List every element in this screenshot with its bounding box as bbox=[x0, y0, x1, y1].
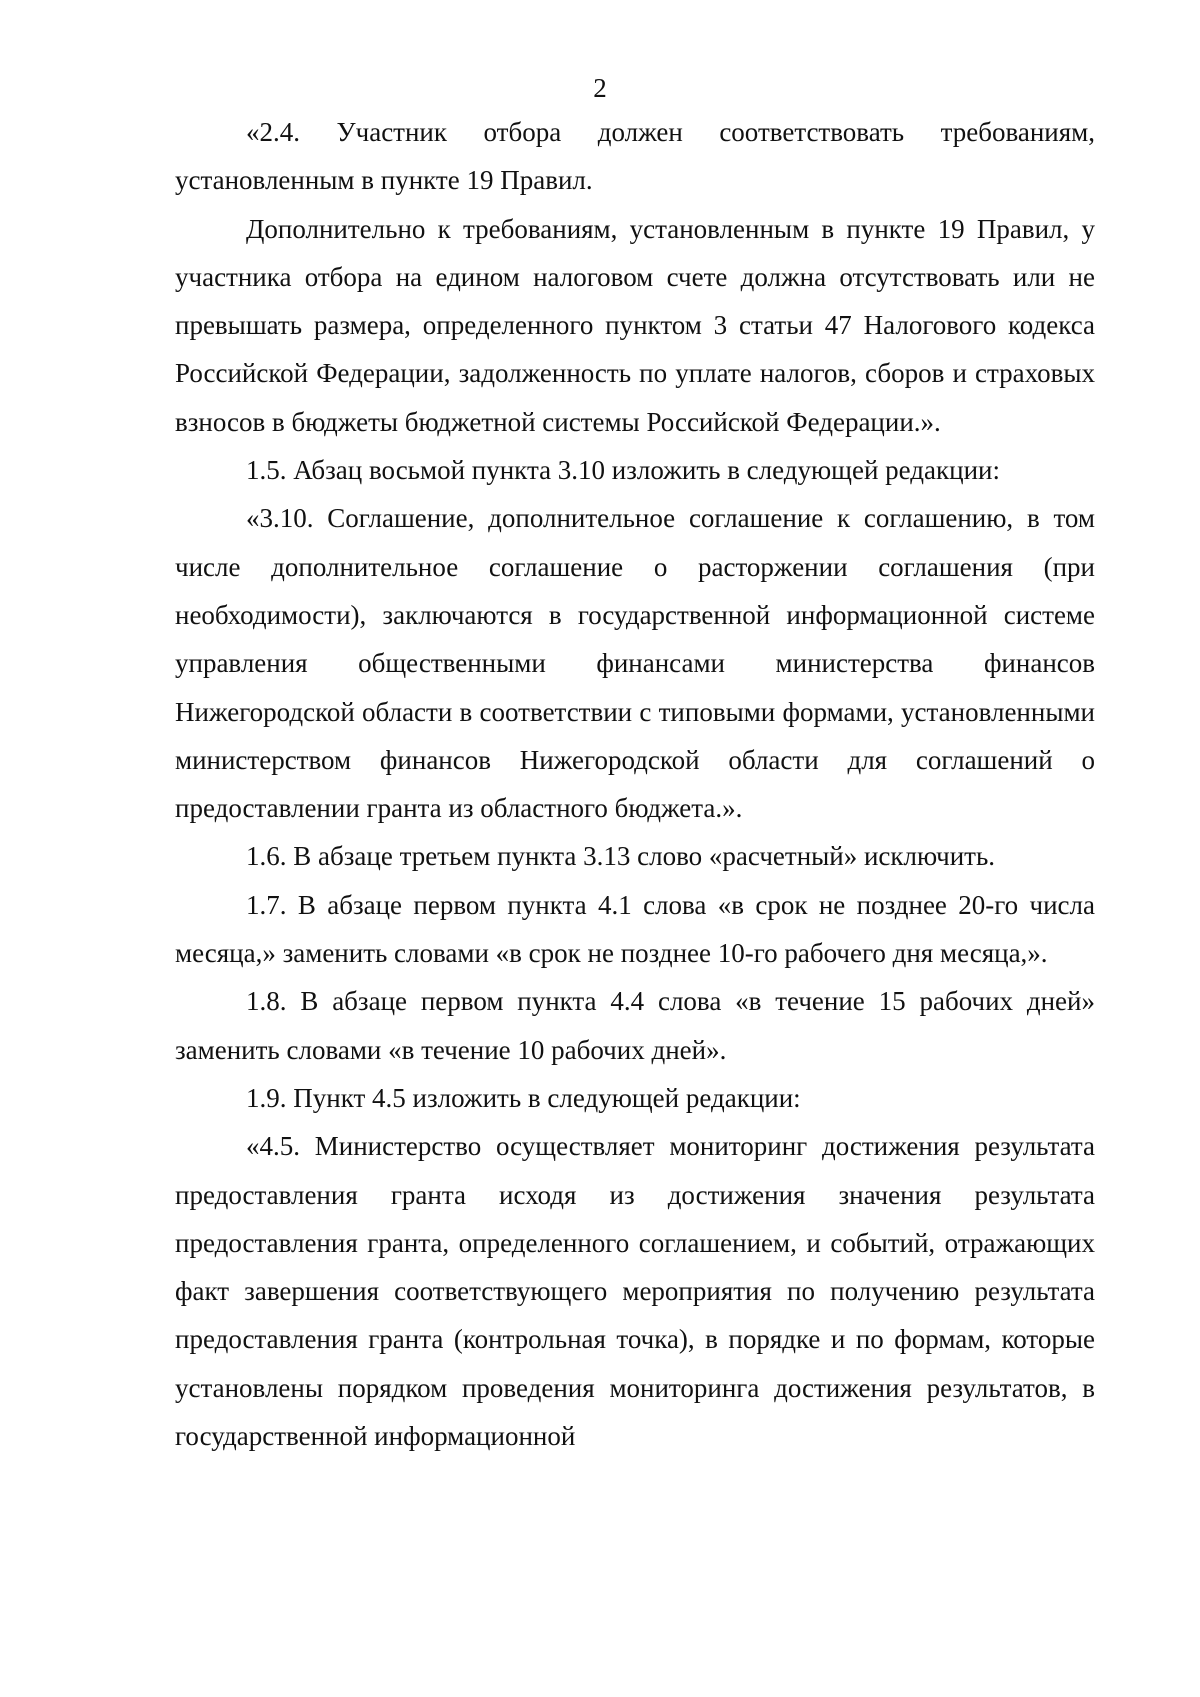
paragraph-3-10: «3.10. Соглашение, дополнительное соглашение к соглашению, в том числе дополнительное соглашение о расторжении соглашения (при необходимости), заключаются в государственной информационной системе управления общественными финансами министерства финансов Нижегородской области в соответствии с типовыми формами, установленными министерством финансов Нижегородской области для соглашений о предоставлении гранта из областного бюджета.». bbox=[175, 503, 1095, 824]
paragraph-2-4: «2.4. Участник отбора должен соответствовать требованиям, установленным в пункте 19 Правил. bbox=[175, 117, 1095, 196]
paragraph-1-7: 1.7. В абзаце первом пункта 4.1 слова «в срок не позднее 20-го числа месяца,» заменить словами «в срок не позднее 10-го рабочего дня месяца,». bbox=[175, 889, 1095, 969]
paragraph-additional-requirements: Дополнительно к требованиям, установленным в пункте 19 Правил, у участника отбора на едином налоговом счете должна отсутствовать или не превышать размера, определенного пунктом 3 статьи 47 Налогового кодекса Российской Федерации, задолженность по уплате налогов, сборов и страховых взносов в бюджеты бюджетной системы Российской Федерации.». bbox=[175, 213, 1095, 437]
paragraph-1-8: 1.8. В абзаце первом пункта 4.4 слова «в течение 15 рабочих дней» заменить словами «в течение 10 рабочих дней». bbox=[175, 986, 1095, 1065]
paragraph-1-5: 1.5. Абзац восьмой пункта 3.10 изложить в следующей редакции: bbox=[246, 455, 1000, 486]
document-body bbox=[175, 108, 1095, 1460]
page-number: 2 bbox=[593, 73, 607, 103]
paragraph-1-6: 1.6. В абзаце третьем пункта 3.13 слово «расчетный» исключить. bbox=[246, 841, 996, 872]
paragraph-4-5: «4.5. Министерство осуществляет мониторинг достижения результата предоставления гранта исходя из достижения значения результата предоставления гранта, определенного соглашением, и событий, отражающих факт завершения соответствующего мероприятия по получению результата предоставления гранта (контрольная точка), в порядке и по формам, которые установлены порядком проведения мониторинга достижения результатов, в государственной информационной bbox=[175, 1131, 1095, 1452]
paragraph-1-9: 1.9. Пункт 4.5 изложить в следующей редакции: bbox=[246, 1082, 801, 1113]
